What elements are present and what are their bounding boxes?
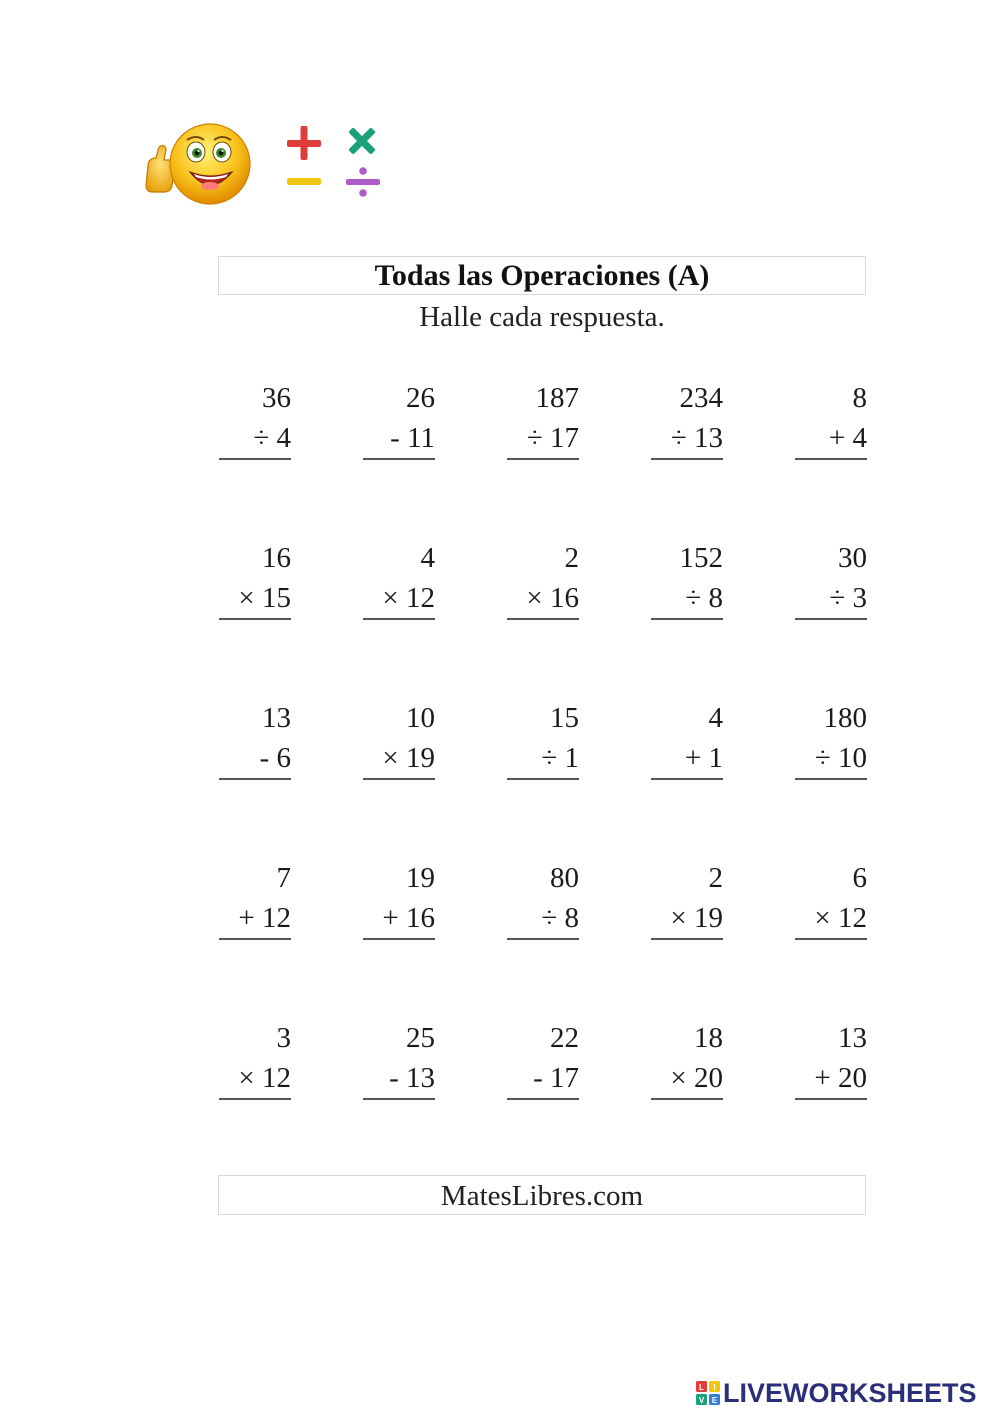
problem-first-operand: 4 — [708, 702, 723, 734]
answer-line[interactable] — [219, 618, 291, 620]
problem-operator-operand: × 20 — [670, 1062, 723, 1094]
problem-first-operand: 2 — [564, 542, 579, 574]
problem-operator-operand: + 4 — [828, 422, 867, 454]
problem-first-operand: 180 — [823, 702, 867, 734]
thumbs-up-smiley-icon — [140, 122, 260, 208]
answer-line[interactable] — [651, 778, 723, 780]
problem-operator-operand: + 16 — [382, 902, 435, 934]
answer-line[interactable] — [795, 618, 867, 620]
problem-operator-operand: × 12 — [814, 902, 867, 934]
problem-first-operand: 187 — [535, 382, 579, 414]
problem-operator-operand: ÷ 3 — [829, 582, 867, 614]
problem-first-operand: 234 — [679, 382, 723, 414]
answer-line[interactable] — [795, 458, 867, 460]
math-problem — [363, 538, 435, 620]
answer-line[interactable] — [507, 458, 579, 460]
math-problem — [219, 378, 291, 460]
answer-line[interactable] — [507, 778, 579, 780]
math-problem — [219, 858, 291, 940]
problem-first-operand: 25 — [406, 1022, 435, 1054]
problem-operator-operand: - 6 — [259, 742, 291, 774]
worksheet-title: Todas las Operaciones (A) — [218, 256, 866, 295]
math-problem — [651, 1018, 723, 1100]
math-problem — [795, 858, 867, 940]
problem-operator-operand: - 11 — [390, 422, 435, 454]
math-problem — [363, 698, 435, 780]
problem-first-operand: 16 — [262, 542, 291, 574]
worksheet-instructions: Halle cada respuesta. — [419, 301, 665, 333]
problem-first-operand: 2 — [708, 862, 723, 894]
problem-operator-operand: ÷ 1 — [541, 742, 579, 774]
problem-operator-operand: × 15 — [238, 582, 291, 614]
answer-line[interactable] — [795, 938, 867, 940]
problem-first-operand: 15 — [550, 702, 579, 734]
answer-line[interactable] — [219, 778, 291, 780]
problem-operator-operand: × 16 — [526, 582, 579, 614]
answer-line[interactable] — [363, 458, 435, 460]
problem-first-operand: 26 — [406, 382, 435, 414]
answer-line[interactable] — [363, 1098, 435, 1100]
liveworksheets-wordmark: LIVEWORKSHEETS — [723, 1377, 977, 1408]
problem-first-operand: 152 — [679, 542, 723, 574]
liveworksheets-logo-icon — [696, 1381, 720, 1405]
math-problem — [363, 1018, 435, 1100]
svg-text:L: L — [699, 1383, 704, 1392]
problem-first-operand: 4 — [420, 542, 435, 574]
problem-first-operand: 3 — [276, 1022, 291, 1054]
math-problem — [219, 1018, 291, 1100]
divide-sign-icon — [346, 167, 380, 197]
answer-line[interactable] — [651, 938, 723, 940]
problem-operator-operand: + 12 — [238, 902, 291, 934]
answer-line[interactable] — [363, 938, 435, 940]
answer-line[interactable] — [795, 778, 867, 780]
problem-operator-operand: + 1 — [684, 742, 723, 774]
math-problem — [651, 538, 723, 620]
problem-operator-operand: × 12 — [238, 1062, 291, 1094]
problem-operator-operand: ÷ 4 — [253, 422, 291, 454]
problem-operator-operand: × 19 — [382, 742, 435, 774]
problem-first-operand: 13 — [262, 702, 291, 734]
math-problem — [219, 698, 291, 780]
problem-first-operand: 13 — [838, 1022, 867, 1054]
problem-operator-operand: + 20 — [814, 1062, 867, 1094]
answer-line[interactable] — [219, 458, 291, 460]
answer-line[interactable] — [651, 618, 723, 620]
problem-operator-operand: ÷ 8 — [685, 582, 723, 614]
svg-text:I: I — [713, 1383, 716, 1392]
math-problem — [651, 698, 723, 780]
math-problem — [507, 858, 579, 940]
math-problem — [507, 538, 579, 620]
problem-first-operand: 80 — [550, 862, 579, 894]
liveworksheets-brand[interactable] — [696, 1378, 977, 1408]
math-problem — [795, 698, 867, 780]
problem-operator-operand: - 13 — [389, 1062, 435, 1094]
times-sign-icon — [339, 124, 384, 164]
answer-line[interactable] — [219, 938, 291, 940]
math-problem — [507, 378, 579, 460]
problem-first-operand: 19 — [406, 862, 435, 894]
math-problem — [219, 538, 291, 620]
svg-text:V: V — [698, 1396, 705, 1405]
answer-line[interactable] — [507, 938, 579, 940]
answer-line[interactable] — [795, 1098, 867, 1100]
answer-line[interactable] — [507, 1098, 579, 1100]
source-footer: MatesLibres.com — [218, 1175, 866, 1215]
math-problem — [795, 538, 867, 620]
problem-operator-operand: ÷ 17 — [526, 422, 579, 454]
minus-sign-icon — [287, 178, 321, 185]
math-problem — [363, 378, 435, 460]
math-problem — [507, 1018, 579, 1100]
problem-operator-operand: ÷ 10 — [814, 742, 867, 774]
problem-operator-operand: ÷ 13 — [670, 422, 723, 454]
problem-operator-operand: × 19 — [670, 902, 723, 934]
svg-text:E: E — [711, 1396, 718, 1405]
answer-line[interactable] — [651, 1098, 723, 1100]
problem-first-operand: 6 — [852, 862, 867, 894]
problem-first-operand: 30 — [838, 542, 867, 574]
problem-operator-operand: - 17 — [533, 1062, 579, 1094]
problem-first-operand: 18 — [694, 1022, 723, 1054]
problem-first-operand: 22 — [550, 1022, 579, 1054]
problem-operator-operand: × 12 — [382, 582, 435, 614]
math-operations-icon — [284, 124, 384, 198]
problem-first-operand: 7 — [276, 862, 291, 894]
answer-line[interactable] — [507, 618, 579, 620]
answer-line[interactable] — [363, 618, 435, 620]
math-problem — [363, 858, 435, 940]
problem-first-operand: 8 — [852, 382, 867, 414]
problem-first-operand: 10 — [406, 702, 435, 734]
problem-first-operand: 36 — [262, 382, 291, 414]
math-problem — [651, 858, 723, 940]
math-problem — [507, 698, 579, 780]
problem-operator-operand: ÷ 8 — [541, 902, 579, 934]
math-problem — [795, 378, 867, 460]
plus-sign-icon — [287, 126, 321, 160]
math-problem — [795, 1018, 867, 1100]
answer-line[interactable] — [219, 1098, 291, 1100]
answer-line[interactable] — [363, 778, 435, 780]
math-problem — [651, 378, 723, 460]
answer-line[interactable] — [651, 458, 723, 460]
